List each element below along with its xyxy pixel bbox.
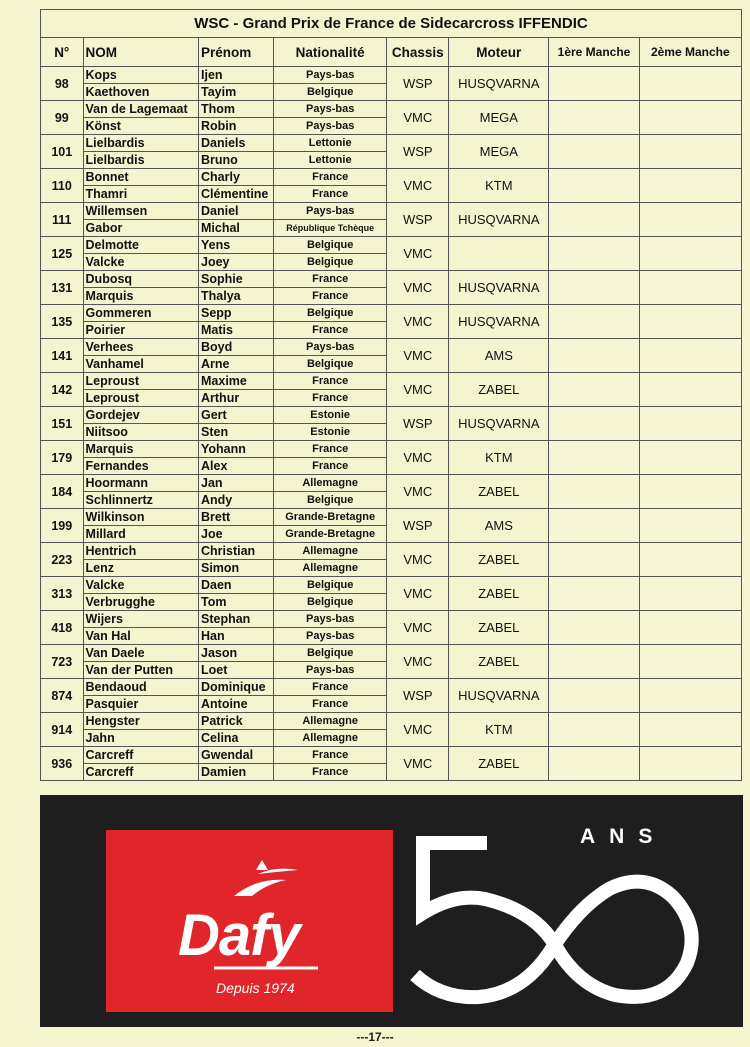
rider-prenom: Robin [199,118,274,135]
manche-1-cell [549,169,639,203]
team-chassis: WSP [387,203,449,237]
rider-nationalite: Pays-bas [273,67,386,84]
dafy-brand: Dafy [178,903,300,968]
table-row [41,271,742,288]
team-number: 125 [41,237,84,271]
rider-prenom: Matis [199,322,274,339]
table-title: WSC - Grand Prix de France de Sidecarcross IFFENDIC [41,10,742,38]
manche-1-cell [549,407,639,441]
team-moteur: MEGA [449,101,549,135]
rider-prenom: Dominique [199,679,274,696]
rider-nom: Millard [83,526,198,543]
rider-prenom: Andy [199,492,274,509]
table-row [41,373,742,390]
team-moteur [449,237,549,271]
rider-nom: Fernandes [83,458,198,475]
team-chassis: VMC [387,747,449,781]
rider-nationalite: Grande-Bretagne [273,526,386,543]
team-chassis: VMC [387,645,449,679]
manche-2-cell [639,475,741,509]
rider-nationalite: France [273,186,386,203]
rider-nom: Bonnet [83,169,198,186]
rider-prenom: Boyd [199,339,274,356]
anniversary-label: ANS [580,825,667,848]
team-moteur: MEGA [449,135,549,169]
table-row [41,611,742,628]
rider-nom: Vanhamel [83,356,198,373]
rider-nom: Gordejev [83,407,198,424]
rider-nom: Lielbardis [83,152,198,169]
team-chassis: VMC [387,101,449,135]
team-chassis: VMC [387,441,449,475]
rider-nationalite: France [273,747,386,764]
rider-nationalite: Pays-bas [273,339,386,356]
table-row [41,407,742,424]
rider-nationalite: France [273,169,386,186]
rider-nom: Van Hal [83,628,198,645]
manche-1-cell [549,271,639,305]
rider-prenom: Tayim [199,84,274,101]
rider-nom: Carcreff [83,747,198,764]
table-row [41,305,742,322]
team-moteur: ZABEL [449,747,549,781]
rider-nom: Gommeren [83,305,198,322]
rider-nom: Wijers [83,611,198,628]
rider-nationalite: Belgique [273,254,386,271]
team-chassis: VMC [387,271,449,305]
manche-1-cell [549,679,639,713]
manche-2-cell [639,713,741,747]
rider-nationalite: Belgique [273,492,386,509]
table-row [41,577,742,594]
rider-nom: Poirier [83,322,198,339]
rider-prenom: Stephan [199,611,274,628]
rider-nationalite: France [273,322,386,339]
rider-nom: Valcke [83,577,198,594]
team-number: 874 [41,679,84,713]
manche-2-cell [639,67,741,101]
team-chassis: VMC [387,339,449,373]
rider-nom: Wilkinson [83,509,198,526]
team-moteur: AMS [449,509,549,543]
team-moteur: ZABEL [449,373,549,407]
rider-prenom: Charly [199,169,274,186]
table-row [41,135,742,152]
rider-nationalite: Allemagne [273,560,386,577]
table-row [41,101,742,118]
header-manche-2: 2ème Manche [639,38,741,67]
rider-prenom: Yohann [199,441,274,458]
table-row [41,509,742,526]
table-row [41,203,742,220]
rider-prenom: Joe [199,526,274,543]
header-nom: NOM [83,38,198,67]
team-moteur: HUSQVARNA [449,271,549,305]
manche-1-cell [549,373,639,407]
team-moteur: HUSQVARNA [449,67,549,101]
team-moteur: KTM [449,441,549,475]
rider-prenom: Celina [199,730,274,747]
manche-1-cell [549,645,639,679]
table-row [41,339,742,356]
rider-nationalite: Belgique [273,594,386,611]
rider-prenom: Tom [199,594,274,611]
rider-nom: Verhees [83,339,198,356]
rider-nom: Valcke [83,254,198,271]
rider-nationalite: Pays-bas [273,203,386,220]
team-number: 99 [41,101,84,135]
rider-nom: Marquis [83,288,198,305]
rider-prenom: Arne [199,356,274,373]
rider-nationalite: Pays-bas [273,662,386,679]
team-number: 184 [41,475,84,509]
manche-1-cell [549,67,639,101]
team-moteur: ZABEL [449,611,549,645]
manche-2-cell [639,169,741,203]
rider-nom: Schlinnertz [83,492,198,509]
rider-prenom: Daniels [199,135,274,152]
team-number: 151 [41,407,84,441]
anniversary-50-icon [405,835,725,1015]
rider-nationalite: France [273,390,386,407]
rider-nom: Van Daele [83,645,198,662]
rider-prenom: Patrick [199,713,274,730]
manche-1-cell [549,509,639,543]
manche-1-cell [549,305,639,339]
rider-nom: Van de Lagemaat [83,101,198,118]
team-number: 135 [41,305,84,339]
team-number: 179 [41,441,84,475]
rider-prenom: Jason [199,645,274,662]
rider-nationalite: Lettonie [273,152,386,169]
rider-prenom: Michal [199,220,274,237]
page-number: ---17--- [356,1030,394,1044]
team-number: 142 [41,373,84,407]
manche-2-cell [639,237,741,271]
rider-nom: Leproust [83,390,198,407]
team-chassis: WSP [387,67,449,101]
team-number: 199 [41,509,84,543]
manche-2-cell [639,747,741,781]
rider-prenom: Sepp [199,305,274,322]
header-num: N° [41,38,84,67]
rider-nom: Van der Putten [83,662,198,679]
manche-1-cell [549,237,639,271]
team-chassis: VMC [387,373,449,407]
dafy-logo [106,830,393,1012]
rider-nationalite: Belgique [273,356,386,373]
manche-2-cell [639,203,741,237]
table-row [41,67,742,84]
team-chassis: WSP [387,135,449,169]
team-moteur: ZABEL [449,577,549,611]
manche-1-cell [549,577,639,611]
manche-1-cell [549,135,639,169]
team-moteur: HUSQVARNA [449,679,549,713]
manche-2-cell [639,645,741,679]
team-number: 101 [41,135,84,169]
rider-prenom: Clémentine [199,186,274,203]
team-moteur: ZABEL [449,543,549,577]
rider-nationalite: Belgique [273,645,386,662]
team-chassis: WSP [387,679,449,713]
rider-nom: Niitsoo [83,424,198,441]
rider-nationalite: Grande-Bretagne [273,509,386,526]
rider-nom: Bendaoud [83,679,198,696]
rider-nationalite: Lettonie [273,135,386,152]
header-row [41,38,742,67]
rider-nom: Kaethoven [83,84,198,101]
team-number: 111 [41,203,84,237]
manche-2-cell [639,101,741,135]
manche-1-cell [549,543,639,577]
team-moteur: KTM [449,169,549,203]
manche-1-cell [549,747,639,781]
rider-nationalite: Pays-bas [273,118,386,135]
table-row [41,169,742,186]
rider-nom: Jahn [83,730,198,747]
rider-nationalite: France [273,458,386,475]
rider-nationalite: Pays-bas [273,611,386,628]
rider-nom: Willemsen [83,203,198,220]
rider-nationalite: Pays-bas [273,101,386,118]
rider-nom: Lenz [83,560,198,577]
team-moteur: HUSQVARNA [449,203,549,237]
manche-2-cell [639,509,741,543]
rider-prenom: Thalya [199,288,274,305]
rider-prenom: Daen [199,577,274,594]
rider-prenom: Maxime [199,373,274,390]
rider-prenom: Sten [199,424,274,441]
rider-nationalite: Belgique [273,84,386,101]
table-row [41,475,742,492]
table-row [41,679,742,696]
rider-prenom: Daniel [199,203,274,220]
team-number: 223 [41,543,84,577]
header-nationalite: Nationalité [273,38,386,67]
manche-2-cell [639,407,741,441]
rider-nom: Verbrugghe [83,594,198,611]
manche-2-cell [639,577,741,611]
table-row [41,543,742,560]
team-chassis: VMC [387,611,449,645]
header-manche-1: 1ère Manche [549,38,639,67]
rider-nationalite: Estonie [273,424,386,441]
team-moteur: KTM [449,713,549,747]
rider-nationalite: Pays-bas [273,628,386,645]
manche-2-cell [639,373,741,407]
table-row [41,237,742,254]
manche-2-cell [639,339,741,373]
team-number: 110 [41,169,84,203]
dafy-advert [40,795,743,1027]
rider-prenom: Yens [199,237,274,254]
rider-nom: Hengster [83,713,198,730]
header-chassis: Chassis [387,38,449,67]
manche-2-cell [639,305,741,339]
rider-prenom: Simon [199,560,274,577]
rider-prenom: Joey [199,254,274,271]
rider-nationalite: Belgique [273,237,386,254]
rider-nom: Delmotte [83,237,198,254]
team-number: 141 [41,339,84,373]
dafy-tagline: Depuis 1974 [216,980,295,996]
manche-2-cell [639,135,741,169]
team-moteur: HUSQVARNA [449,407,549,441]
rider-nationalite: France [273,764,386,781]
rider-prenom: Brett [199,509,274,526]
team-number: 313 [41,577,84,611]
table-row [41,713,742,730]
rider-nationalite: Allemagne [273,543,386,560]
team-moteur: AMS [449,339,549,373]
manche-2-cell [639,441,741,475]
table-row [41,441,742,458]
rider-prenom: Gwendal [199,747,274,764]
rider-prenom: Arthur [199,390,274,407]
manche-2-cell [639,271,741,305]
entry-rows [41,67,742,781]
team-number: 418 [41,611,84,645]
team-chassis: VMC [387,543,449,577]
manche-1-cell [549,611,639,645]
rider-nom: Könst [83,118,198,135]
rider-prenom: Sophie [199,271,274,288]
manche-1-cell [549,203,639,237]
team-number: 723 [41,645,84,679]
rider-prenom: Han [199,628,274,645]
rider-nom: Kops [83,67,198,84]
rider-nationalite: France [273,679,386,696]
team-chassis: VMC [387,475,449,509]
rider-prenom: Thom [199,101,274,118]
rider-nationalite: Allemagne [273,475,386,492]
manche-1-cell [549,713,639,747]
rider-prenom: Antoine [199,696,274,713]
team-chassis: WSP [387,509,449,543]
team-moteur: HUSQVARNA [449,305,549,339]
manche-1-cell [549,441,639,475]
rider-nom: Lielbardis [83,135,198,152]
rider-nom: Carcreff [83,764,198,781]
manche-2-cell [639,611,741,645]
rider-nationalite: République Tchèque [273,220,386,237]
team-chassis: VMC [387,169,449,203]
team-chassis: VMC [387,577,449,611]
rider-nationalite: Estonie [273,407,386,424]
rider-prenom: Gert [199,407,274,424]
rider-nationalite: France [273,696,386,713]
table-row [41,747,742,764]
rider-nationalite: Belgique [273,305,386,322]
manche-2-cell [639,679,741,713]
rider-nom: Hentrich [83,543,198,560]
rider-prenom: Loet [199,662,274,679]
rider-nationalite: France [273,288,386,305]
team-number: 936 [41,747,84,781]
rider-prenom: Bruno [199,152,274,169]
manche-1-cell [549,101,639,135]
rider-prenom: Christian [199,543,274,560]
rider-nationalite: France [273,441,386,458]
rider-prenom: Jan [199,475,274,492]
manche-1-cell [549,475,639,509]
team-moteur: ZABEL [449,645,549,679]
rider-nom: Thamri [83,186,198,203]
team-number: 98 [41,67,84,101]
entry-list-table [40,9,742,781]
rider-nom: Gabor [83,220,198,237]
manche-1-cell [549,339,639,373]
rider-nom: Hoormann [83,475,198,492]
rider-nationalite: Belgique [273,577,386,594]
rider-nom: Leproust [83,373,198,390]
rider-nationalite: France [273,373,386,390]
rider-prenom: Alex [199,458,274,475]
rider-nationalite: Allemagne [273,713,386,730]
team-chassis: WSP [387,407,449,441]
rider-nom: Pasquier [83,696,198,713]
rider-prenom: Damien [199,764,274,781]
table-row [41,645,742,662]
team-number: 914 [41,713,84,747]
team-chassis: VMC [387,237,449,271]
rider-nationalite: France [273,271,386,288]
rider-nationalite: Allemagne [273,730,386,747]
rider-nom: Dubosq [83,271,198,288]
header-moteur: Moteur [449,38,549,67]
team-chassis: VMC [387,305,449,339]
team-number: 131 [41,271,84,305]
rider-prenom: Ijen [199,67,274,84]
team-chassis: VMC [387,713,449,747]
team-moteur: ZABEL [449,475,549,509]
header-prenom: Prénom [199,38,274,67]
manche-2-cell [639,543,741,577]
rider-nom: Marquis [83,441,198,458]
